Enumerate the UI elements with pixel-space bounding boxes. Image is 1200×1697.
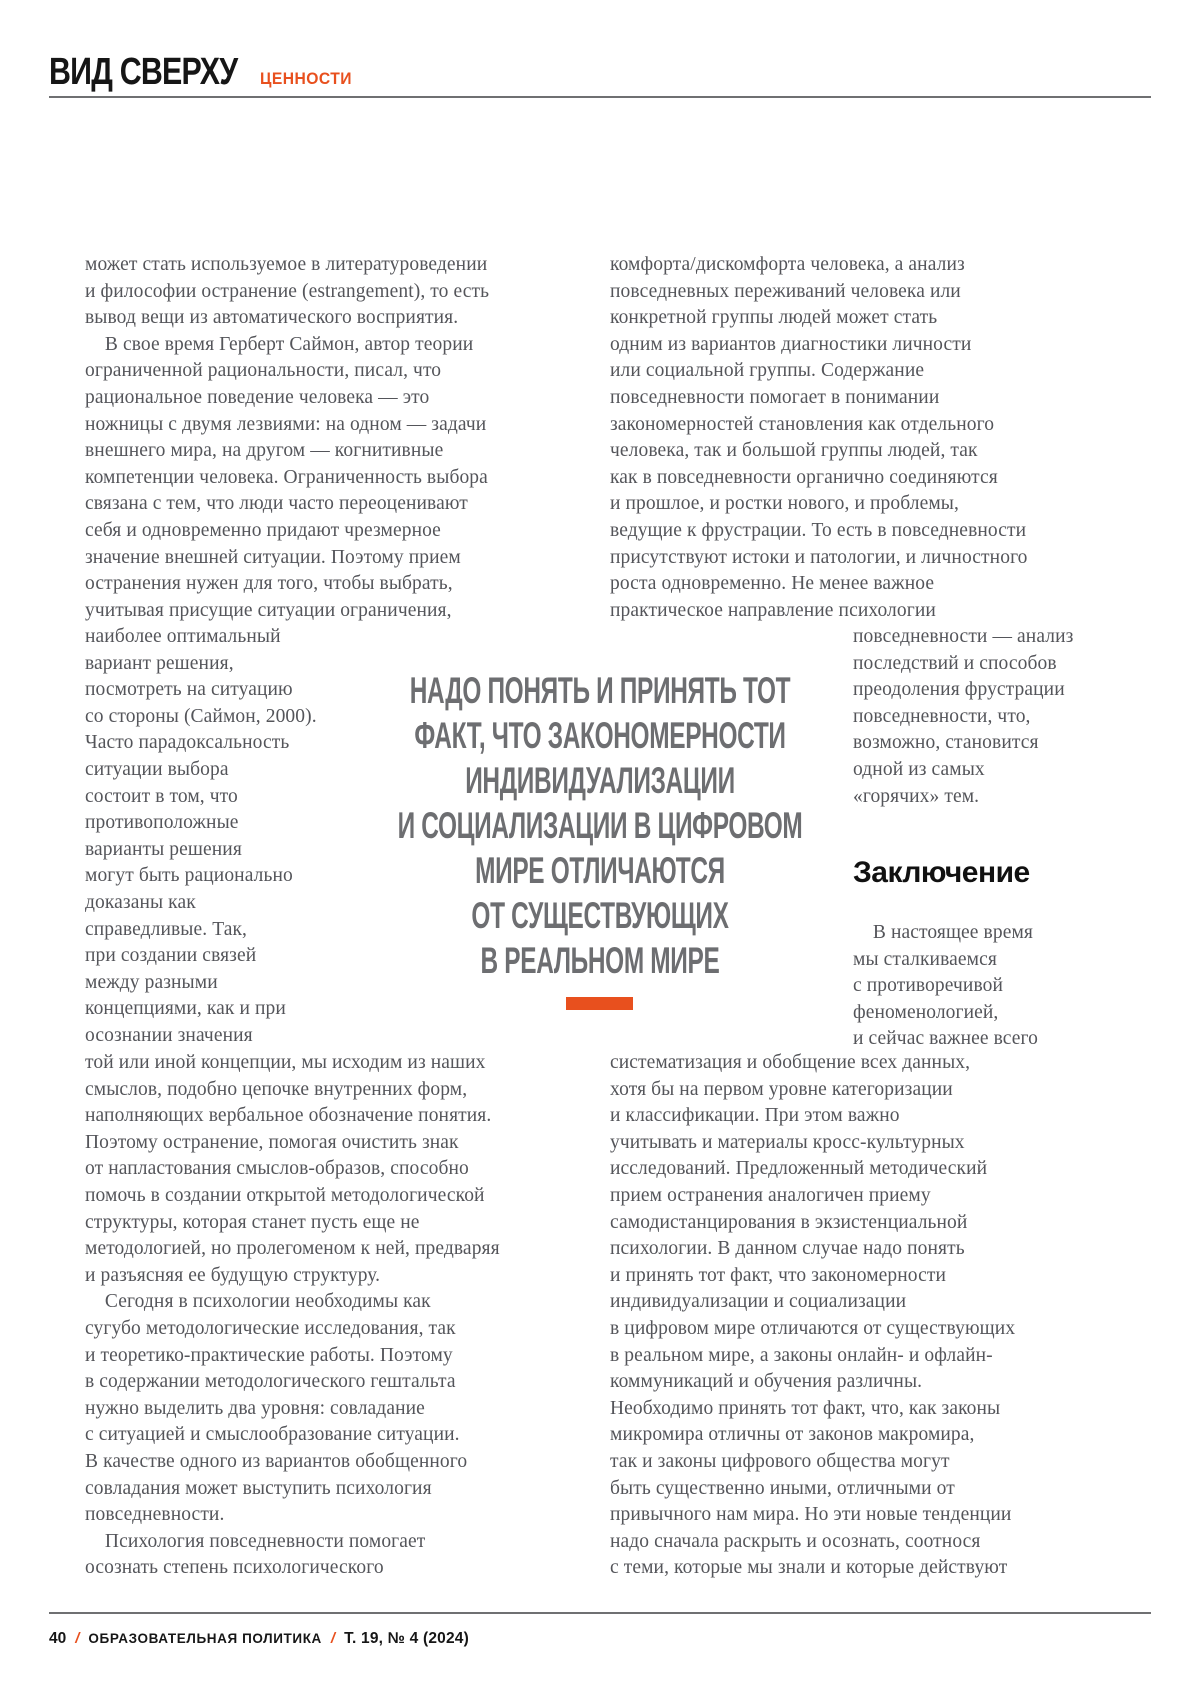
magazine-title: ВИД СВЕРХУ [49, 51, 238, 93]
article-text-left-narrow: наиболее оптимальный вариант решения, посмотреть на ситуацию со стороны (Саймон, 2000). Часто парадоксальность ситуации выбора состоит в том, что противоположные варианты решения могут быть рационально доказаны как справедливые. Так, при создании связей между разными концепциями, как и при осознании значения [85, 626, 317, 1046]
section-label: ЦЕННОСТИ [260, 69, 352, 88]
header-rule [49, 96, 1151, 98]
pull-quote: НАДО ПОНЯТЬ И ПРИНЯТЬ ТОТ ФАКТ, ЧТО ЗАКОНОМЕРНОСТИ ИНДИВИДУАЛИЗАЦИИ И СОЦИАЛИЗАЦИИ В ЦИФРОВОМ МИРЕ ОТЛИЧАЮТСЯ ОТ СУЩЕСТВУЮЩИХ В РЕАЛЬНОМ МИРЕ [397, 670, 803, 981]
page-number: 40 [49, 1630, 67, 1647]
article-text-right-narrow: повседневности — анализ последствий и способов преодоления фрустрации повседневности, что, возможно, становится одной из самых «горячих» тем. [853, 626, 1074, 807]
article-text-right-bottom: систематизация и обобщение всех данных, хотя бы на первом уровне категоризации и классификации. При этом важно учитывать и материалы кросс-культурных исследований. Предложенный методический прием остранения аналогичен приему самодистанцирования в экзистенциальной психологии. В данном случае надо понять и принять тот факт, что закономерности индивидуализации и социализации в цифровом мире отличаются от существующих в реальном мире, а законы онлайн- и офлайн- коммуникаций и обучения различны. Необходимо принять тот факт, что, как законы микромира отличны от законов макромира, так и законы цифрового общества могут быть существенно иными, отличными от привычного нам мира. Но эти новые тенденции надо сначала раскрыть и осознать, соотнося с теми, которые мы знали и которые действуют [610, 1052, 1016, 1579]
conclusion-heading: Заключение [853, 856, 1030, 889]
article-text-left-top: может стать используемое в литературоведении и философии остранение (estrangement), то есть вывод вещи из автоматического восприятия. В свое время Герберт Саймон, автор теории ограниченной рациональности, писал, что рациональное поведение человека — это ножницы с двумя лезвиями: на одном — задачи внешнего мира, на другом — когнитивные компетенции человека. Ограниченность выбора связана с тем, что люди часто переоценивают себя и одновременно придают чрезмерное значение внешней ситуации. Поэтому прием остранения нужен для того, чтобы выбрать, учитывая присущие ситуации ограничения, [85, 254, 490, 621]
footer-separator-icon: / [75, 1630, 80, 1647]
journal-name: ОБРАЗОВАТЕЛЬНАЯ ПОЛИТИКА [88, 1631, 322, 1646]
footer-rule [49, 1612, 1151, 1614]
article-text-conclusion-intro: В настоящее время мы сталкиваемся с противоречивой феноменологией, и сейчас важнее всего [853, 922, 1038, 1050]
article-text-right-top: комфорта/дискомфорта человека, а анализ повседневных переживаний человека или конкретной группы людей может стать одним из вариантов диагностики личности или социальной группы. Содержание повседневности помогает в понимании закономерностей становления как отдельного человека, так и большой группы людей, так как в повседневности органично соединяются и прошлое, и ростки нового, и проблемы, ведущие к фрустрации. То есть в повседневности присутствуют истоки и патологии, и личностного роста одновременно. Не менее важное практическое направление психологии [610, 254, 1028, 621]
issue-info: Т. 19, № 4 (2024) [344, 1630, 469, 1647]
footer [49, 1630, 469, 1648]
pull-quote-divider [566, 997, 633, 1010]
article-text-left-bottom: той или иной концепции, мы исходим из наших смыслов, подобно цепочке внутренних форм, наполняющих вербальное обозначение понятия. Поэтому остранение, помогая очистить знак от напластования смыслов-образов, способно помочь в создании открытой методологической структуры, которая станет пусть еще не методологией, но пролегоменом к ней, предваряя и разъясняя ее будущую структуру. Сегодня в психологии необходимы как сугубо методологические исследования, так и теоретико-практические работы. Поэтому в содержании методологического гештальта нужно выделить два уровня: совладание с ситуацией и смыслообразование ситуации. В качестве одного из вариантов обобщенного совладания может выступить психология повседневности. Психология повседневности помогает осознать степень психологического [85, 1052, 500, 1579]
footer-separator-icon: / [330, 1630, 336, 1647]
